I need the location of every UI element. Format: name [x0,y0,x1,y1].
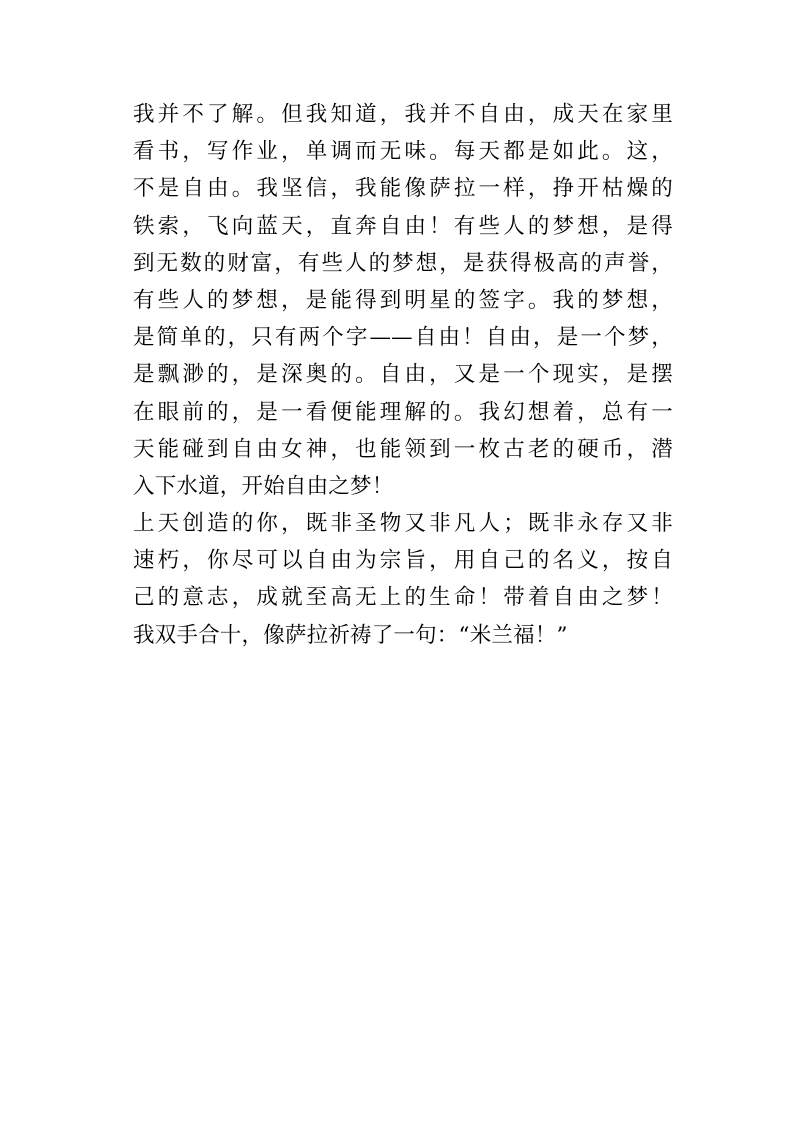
text-line: 不是自由。我坚信，我能像萨拉一样，挣开枯燥的 [133,176,673,202]
text-line: 入下水道，开始自由之梦！ [133,473,394,499]
text-line: 到无数的财富，有些人的梦想，是获得极高的声誉， [133,250,673,276]
text-line: 在眼前的，是一看便能理解的。我幻想着，总有一 [133,399,673,425]
text-line: 铁索，飞向蓝天，直奔自由！有些人的梦想，是得 [133,213,673,239]
text-line: 上天创造的你，既非圣物又非凡人；既非永存又非 [133,511,673,537]
text-line: 是简单的，只有两个字——自由！自由，是一个梦， [133,325,673,351]
text-line: 我并不了解。但我知道，我并不自由，成天在家里 [133,102,673,127]
text-line: 天能碰到自由女神，也能领到一枚古老的硬币，潜 [133,436,673,462]
text-line: 己的意志，成就至高无上的生命！带着自由之梦！ [133,585,673,611]
document-body [133,96,673,654]
text-line: 看书，写作业，单调而无味。每天都是如此。这， [133,139,673,165]
text-line: 速朽，你尽可以自由为宗旨，用自己的名义，按自 [133,548,673,574]
text-line: 有些人的梦想，是能得到明星的签字。我的梦想， [133,287,673,313]
text-line: 是飘渺的，是深奥的。自由，又是一个现实，是摆 [133,362,673,388]
text-line: 我双手合十，像萨拉祈祷了一句：“米兰福！” [133,622,568,648]
